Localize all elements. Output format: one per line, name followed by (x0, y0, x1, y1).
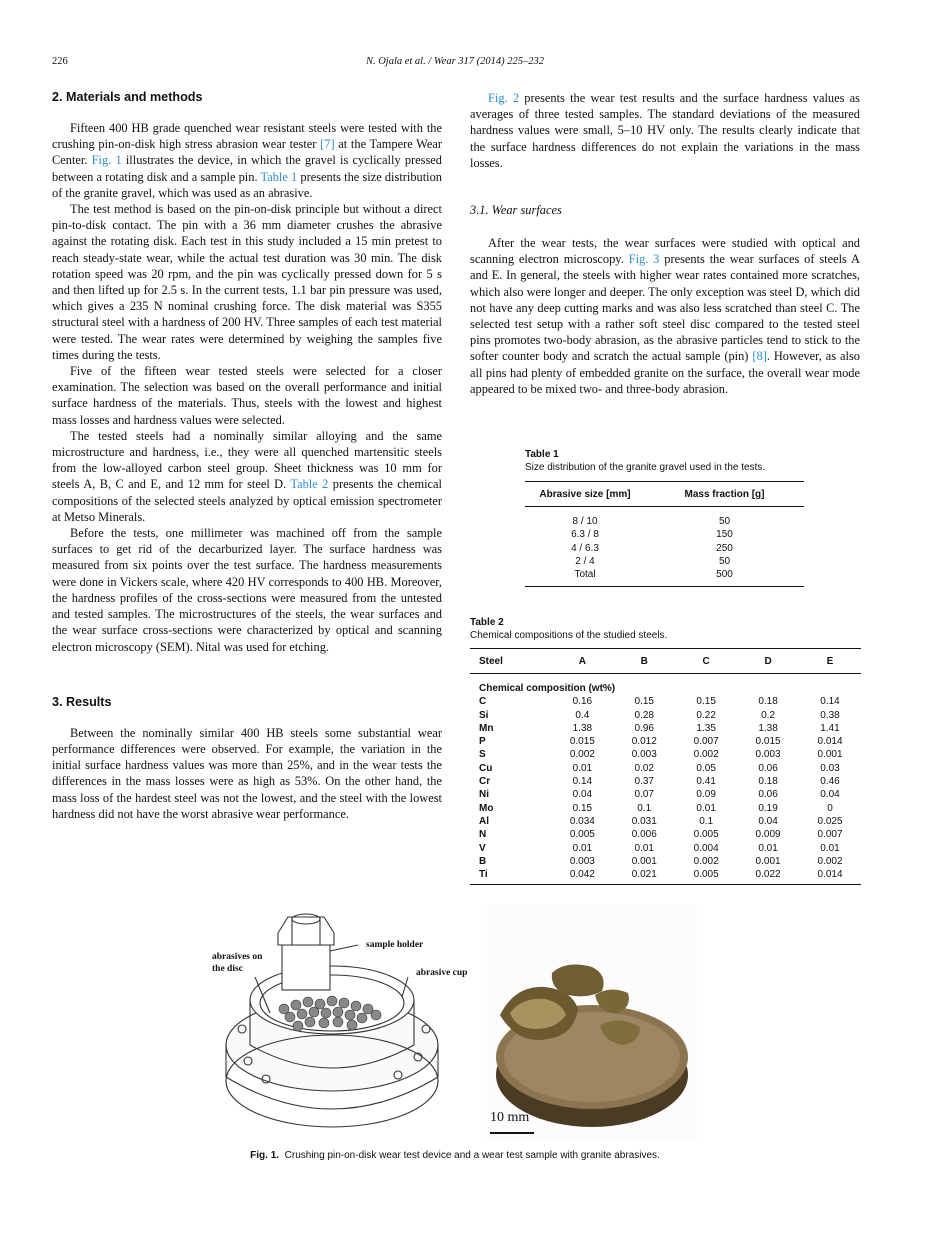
table-cell: 0.22 (696, 709, 716, 721)
text-run: illustrates the device, in which the gravel is cyclically pressed between a rotating disk and a sample pin. (52, 153, 442, 184)
label-abrasives-line-1: abrasives on (212, 952, 263, 962)
table-cell: 0.002 (693, 749, 719, 761)
table-cell: Ni (479, 789, 489, 801)
table-cell: 0.002 (693, 855, 719, 867)
table-cell: 0.09 (696, 789, 716, 801)
section-2-paragraph-3: Five of the fifteen wear tested steels were selected for a closer examination. The selection was based on the overall performance and initial surface hardness of the materials. Thus, steels with the lowest and highest mass losses and hardness values were selected. (52, 364, 442, 427)
table-cell: V (479, 842, 486, 854)
table-cell: 0.04 (758, 815, 778, 827)
table-1-label: Table 1 (525, 449, 559, 460)
table-row (525, 542, 804, 555)
table-cell: 0.4 (575, 709, 590, 721)
text-run: After the wear tests, the wear surfaces were studied with optical and scanning electron microscopy. (470, 236, 860, 267)
table-row (470, 815, 861, 828)
figure-1-caption-label: Fig. 1. (250, 1150, 280, 1161)
table-cell: 0.06 (758, 762, 778, 774)
table-2-grid (470, 648, 861, 885)
section-3-paragraph-3 (470, 235, 860, 397)
table-cell: 0.37 (634, 776, 654, 788)
table-cell: 0.15 (696, 696, 716, 708)
table-cell: 0.005 (693, 829, 719, 841)
section-3-heading: 3. Results (52, 694, 112, 709)
table-cell: 0.01 (758, 842, 778, 854)
table-2 (470, 617, 861, 885)
table-cell: 50 (718, 555, 731, 567)
section-3-paragraph-1: Between the nominally similar 400 HB steels some substantial wear performance differences were observed. For example, the variation in the initial surface hardness values was more than 25%, and in the wear tests the differences in the mass losses were as high as 53%. On the other hand, the mass loss of the hardest steel was not the lowest, and the steel with the lowest hardness did not have the worst abrasive wear performance. (52, 725, 442, 821)
table-cell: 0.18 (758, 776, 778, 788)
table-cell: 0.1 (699, 815, 714, 827)
table-cell: 0.19 (758, 802, 778, 814)
table-cell: 1.35 (696, 722, 716, 734)
table-row (525, 568, 804, 587)
table-1 (525, 449, 804, 587)
table-cell: 0.01 (820, 842, 840, 854)
table-cell: 1.38 (758, 722, 778, 734)
citation-link[interactable]: Fig. 3 (628, 252, 660, 267)
table-cell: 0.18 (758, 696, 778, 708)
table-cell: 0.002 (817, 855, 843, 867)
table-cell: 0.04 (820, 789, 840, 801)
table-row (470, 695, 861, 708)
figure-1 (200, 905, 720, 1145)
pin-on-disk-device-drawing (200, 905, 720, 1145)
citation-link[interactable]: [8] (752, 349, 767, 364)
table-cell: Mn (479, 722, 494, 734)
table-cell: 0.006 (631, 829, 657, 841)
table-header: C (675, 649, 737, 674)
table-1-header: Abrasive size [mm] (525, 482, 645, 507)
table-cell: 0.005 (569, 829, 595, 841)
table-cell: 0.96 (634, 722, 654, 734)
table-row (470, 802, 861, 815)
table-row (525, 555, 804, 568)
text-run: presents the size distribution of the granite gravel, which was used as an abrasive. (52, 169, 443, 200)
table-row (470, 722, 861, 735)
section-2-paragraph-1 (52, 120, 442, 201)
table-cell: 0.15 (572, 802, 593, 814)
table-cell: Al (479, 815, 489, 827)
text-run: presents the chemical compositions of the selected steels analyzed by optical emission spectrometer at Metso Minerals. (52, 477, 442, 524)
table-cell: 0.003 (755, 749, 781, 761)
table-row (470, 828, 861, 841)
table-cell: 0.003 (569, 855, 595, 867)
table-cell: 0.001 (631, 855, 657, 867)
table-cell: 1.41 (820, 722, 840, 734)
table-row (525, 528, 804, 541)
table-cell: 0.034 (569, 815, 595, 827)
text-run: presents the wear test results and the surface hardness values as averages of three tested samples. The standard deviations of the measured hardness values were small, 5–10 HV only. The results clearly indicate that the surface hardness differences do not explain the variations in the mass losses. (470, 91, 860, 170)
table-header: Steel (470, 649, 551, 674)
table-cell: 0.38 (820, 709, 840, 721)
section-3-paragraph-2 (470, 90, 860, 171)
table-cell: 8 / 10 (572, 516, 598, 527)
table-header: D (737, 649, 799, 674)
table-cell: 0.001 (755, 855, 781, 867)
table-cell: 0.16 (572, 696, 593, 708)
scale-bar-label: 10 mm (490, 1110, 530, 1125)
table-cell: 0.04 (572, 789, 593, 801)
table-header: B (613, 649, 675, 674)
table-cell: 0.07 (634, 789, 654, 801)
table-cell: 0.14 (820, 696, 840, 708)
table-cell: 0.14 (572, 776, 593, 788)
label-abrasives-on-disc (212, 951, 262, 975)
table-cell: 0.001 (817, 749, 843, 761)
table-row (470, 855, 861, 868)
table-cell: 0.15 (634, 696, 654, 708)
table-cell: 0.042 (551, 868, 613, 885)
figure-1-caption (0, 1150, 910, 1161)
table-1-header: Mass fraction [g] (645, 482, 804, 507)
table-cell: 0.007 (693, 736, 719, 748)
table-cell: 0.01 (634, 842, 654, 854)
table-cell: Cr (479, 776, 491, 788)
running-title: N. Ojala et al. / Wear 317 (2014) 225–232 (365, 56, 545, 67)
text-run: at the Tampere Wear Center. (52, 137, 443, 168)
table-cell: 0.002 (569, 749, 595, 761)
section-2-paragraph-2: The test method is based on the pin-on-disk principle but without a direct pin-to-disk contact. The pin with a 36 mm diameter crushes the abrasive against the rotating disk. Each test in this study included a 15 min pretest to reach steady-state wear, while the actual test duration was 30 min. The disk rotation speed was 20 rpm, and the pin was cyclically pressed down for 5 s and then lifted up for 2.5 s. In the current tests, 1.1 bar pin pressure was used, which gives a 235 N nominal crushing force. The disk material was S355 structural steel with a hardness of 200 HV. Three samples of each test material were tested. The wear rates were determined by weighing the samples five times during the tests. (52, 202, 442, 362)
text-run: Fifteen 400 HB grade quenched wear resistant steels were tested with the crushing pin-on-disk high stress abrasion wear tester (52, 121, 442, 152)
table-1-caption: Size distribution of the granite gravel used in the tests. (525, 462, 766, 473)
table-row (470, 788, 861, 801)
text-run: The tested steels had a nominally similar alloying and the same microstructure and hardness, i.e., they were all quenched martensitic steels from the low-alloyed carbon steel group. Sheet thickness was 10 mm for steels A, B, C and E, and 12 mm for steel D. (52, 428, 442, 492)
table-header: A (551, 649, 613, 674)
table-cell: 0.015 (755, 736, 781, 748)
left-column (52, 90, 442, 822)
table-row (525, 507, 804, 529)
section-2-paragraph-5: Before the tests, one millimeter was machined off from the sample surfaces to get rid of the decarburized layer. The surface hardness was measured from six points over the test surface. The hardness measurements were done in Vickers scale, where 420 HV corresponds to 400 HB. Moreover, the hardness profiles of the cross-sections were measured from the untested and tested samples. The microstructures of the steels, the wear surfaces and the wear surface cross-sections were characterized by optical and scanning electron microscopy (SEM). Nital was used for etching. (52, 526, 442, 654)
right-column (470, 90, 860, 397)
table-cell: 0.004 (693, 842, 719, 854)
table-cell: 0 (827, 802, 833, 814)
table-cell: 0.41 (696, 776, 716, 788)
table-cell: 2 / 4 (575, 555, 595, 567)
table-row (470, 762, 861, 775)
table-group-label: Chemical composition (wt%) (479, 683, 616, 694)
table-cell: 0.015 (569, 736, 595, 748)
table-cell: N (479, 829, 487, 841)
citation-link[interactable]: Fig. 2 (488, 91, 520, 105)
table-cell: 0.031 (631, 815, 657, 827)
table-cell: 0.005 (675, 868, 737, 885)
section-2-heading: 2. Materials and methods (52, 90, 203, 104)
table-cell: 0.012 (631, 736, 657, 748)
table-header: E (799, 649, 861, 674)
table-cell: 250 (716, 542, 733, 554)
subsection-3-1-heading: 3.1. Wear surfaces (470, 203, 562, 218)
citation-link[interactable]: Table 2 (290, 477, 329, 492)
table-cell: 4 / 6.3 (571, 542, 599, 554)
table-cell: 0.1 (637, 802, 652, 814)
table-row (470, 775, 861, 788)
citation-link[interactable]: Table 1 (260, 169, 298, 184)
table-cell: 0.009 (755, 829, 781, 841)
table-cell: 0.03 (820, 762, 840, 774)
citation-link[interactable]: Fig. 1 (91, 153, 122, 168)
table-1-grid (525, 481, 804, 587)
table-cell: Ti (470, 868, 551, 885)
table-cell: 0.014 (817, 736, 843, 748)
table-cell: 0.28 (634, 709, 654, 721)
table-cell: Total (525, 568, 645, 587)
table-cell: 150 (716, 529, 733, 541)
table-row (470, 748, 861, 761)
table-cell: Mo (479, 802, 494, 814)
table-cell: B (479, 855, 487, 867)
table-cell: 0.06 (758, 789, 778, 801)
table-cell: 1.38 (572, 722, 593, 734)
figure-1-caption-text: Crushing pin-on-disk wear test device and a wear test sample with granite abrasives. (284, 1150, 660, 1161)
table-cell: 0.01 (572, 842, 593, 854)
text-run: presents the wear surfaces of steels A and E. In general, the steels with higher wear rates contained more scratches, which also were longer and deeper. The only exception was steel D, which did not have any deep cutting marks and was also less scratched than steel C. The selected test setup with a rather soft steel disc compared to the tested steel pins promotes two-body abrasion, as the abrasive particles tend to stick to the softer counter body and scratch the actual sample (pin) (470, 252, 861, 364)
table-cell: 0.02 (634, 762, 654, 774)
table-cell: 0.003 (631, 749, 657, 761)
table-cell: C (479, 696, 487, 708)
table-cell: 0.014 (799, 868, 861, 885)
table-row (470, 842, 861, 855)
table-cell: 0.01 (696, 802, 716, 814)
table-cell: 500 (645, 568, 804, 587)
table-cell: S (479, 749, 486, 761)
table-cell: 50 (718, 516, 731, 527)
table-cell: 0.2 (761, 709, 776, 721)
wear-sample-photo (487, 905, 697, 1141)
table-cell: P (479, 736, 486, 748)
label-abrasive-cup: abrasive cup (416, 968, 468, 978)
label-sample-holder: sample holder (366, 940, 424, 950)
table-row (470, 735, 861, 748)
table-2-caption: Chemical compositions of the studied steels. (470, 630, 668, 641)
text-run: . However, as also all pins had plenty of embedded granite on the surface, the overall wear mode appeared to be mixed two- and three-body abrasion. (470, 349, 861, 396)
table-cell: Si (479, 709, 489, 721)
table-cell: 0.022 (737, 868, 799, 885)
table-cell: 0.01 (572, 762, 593, 774)
table-cell: 6.3 / 8 (571, 529, 599, 541)
table-cell: Cu (479, 762, 493, 774)
table-cell: 0.025 (817, 815, 843, 827)
table-row (470, 868, 861, 885)
citation-link[interactable]: [7] (320, 137, 335, 152)
table-cell: 0.021 (613, 868, 675, 885)
table-row (470, 709, 861, 722)
table-group-row (470, 674, 861, 696)
label-abrasives-line-2: the disc (212, 964, 243, 974)
table-cell: 0.007 (817, 829, 843, 841)
section-2-paragraph-4 (52, 428, 442, 525)
table-cell: 0.46 (820, 776, 840, 788)
table-2-label: Table 2 (470, 617, 504, 628)
table-cell: 0.05 (696, 762, 716, 774)
page-number: 226 (52, 56, 68, 67)
